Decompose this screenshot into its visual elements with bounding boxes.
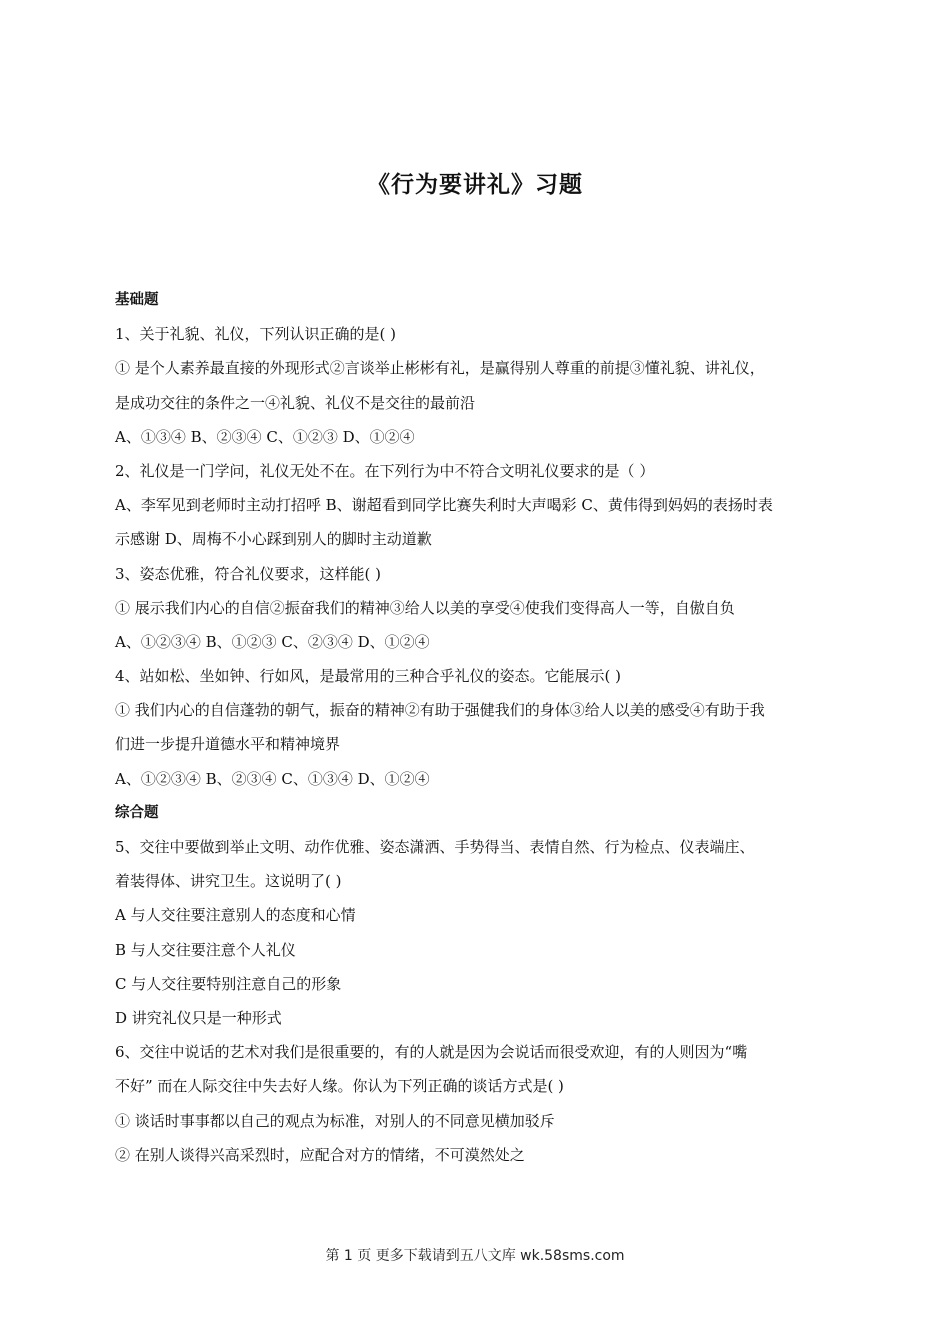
section-heading-basic: 基础题 — [115, 292, 159, 308]
question-6-statement-1: ① 谈话时事事都以自己的观点为标准，对别人的不同意见横加驳斥 — [115, 1111, 555, 1130]
question-6-statement-2: ② 在别人谈得兴高采烈时，应配合对方的情绪，不可漠然处之 — [115, 1145, 525, 1164]
document-title: 《行为要讲礼》习题 — [367, 172, 583, 198]
question-6-cont: 不好” 而在人际交往中失去好人缘。你认为下列正确的谈话方式是( ) — [115, 1077, 564, 1096]
question-5-option-d: D 讲究礼仪只是一种形式 — [115, 1008, 282, 1027]
question-4-statements-cont: 们进一步提升道德水平和精神境界 — [115, 735, 341, 754]
question-6: 6、交往中说话的艺术对我们是很重要的，有的人就是因为会说话而很受欢迎，有的人则因为“嘴 — [115, 1043, 748, 1062]
question-5-option-a: A 与人交往要注意别人的态度和心情 — [115, 906, 356, 925]
question-1-statements-cont: 是成功交往的条件之一④礼貌、礼仪不是交往的最前沿 — [115, 393, 476, 412]
question-4-statements: ① 我们内心的自信蓬勃的朝气，振奋的精神②有助于强健我们的身体③给人以美的感受④有助于我 — [115, 701, 765, 720]
question-1-options: A、①③④ B、②③④ C、①②③ D、①②④ — [115, 427, 415, 446]
question-2-options: A、李军见到老师时主动打招呼 B、谢超看到同学比赛失利时大声喝彩 C、黄伟得到妈妈的表扬时表 — [115, 496, 773, 515]
page-footer: 第 1 页 更多下载请到五八文库 wk.58sms.com — [325, 1248, 625, 1264]
section-heading-comprehensive: 综合题 — [115, 804, 159, 821]
question-1: 1、关于礼貌、礼仪，下列认识正确的是( ) — [115, 325, 397, 344]
question-4-options: A、①②③④ B、②③④ C、①③④ D、①②④ — [115, 769, 430, 788]
question-2: 2、礼仪是一门学问，礼仪无处不在。在下列行为中不符合文明礼仪要求的是（ ） — [115, 461, 655, 480]
question-3-statements: ① 展示我们内心的自信②振奋我们的精神③给人以美的享受④使我们变得高人一等，自傲自负 — [115, 598, 735, 617]
question-5-option-c: C 与人交往要特别注意自己的形象 — [115, 974, 342, 993]
question-5-option-b: B 与人交往要注意个人礼仪 — [115, 940, 296, 959]
question-1-statements: ① 是个人素养最直接的外现形式②言谈举止彬彬有礼，是赢得别人尊重的前提③懂礼貌、讲礼仪， — [115, 359, 765, 378]
question-3: 3、姿态优雅，符合礼仪要求，这样能( ) — [115, 564, 382, 583]
question-5: 5、交往中要做到举止文明、动作优雅、姿态潇洒、手势得当、表情自然、行为检点、仪表端庄、 — [115, 838, 755, 856]
question-4: 4、站如松、坐如钟、行如风，是最常用的三种合乎礼仪的姿态。它能展示( ) — [115, 667, 622, 686]
question-5-cont: 着装得体、讲究卫生。这说明了( ) — [115, 872, 342, 891]
document-body — [115, 283, 840, 1172]
question-3-options: A、①②③④ B、①②③ C、②③④ D、①②④ — [115, 632, 430, 651]
question-2-options-cont: 示感谢 D、周梅不小心踩到别人的脚时主动道歉 — [115, 530, 432, 549]
